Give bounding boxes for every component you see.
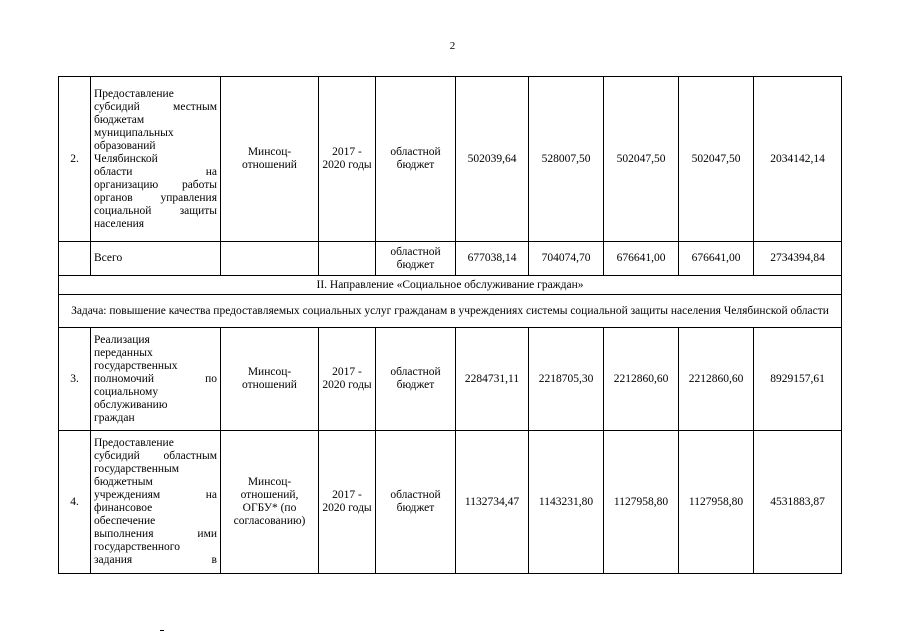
value-cell: 1127958,80 [604,431,679,574]
measure-name: Предоставление субсидий областным государственным бюджетным учреждениям на финансовое обеспечение выполнения ими государственного задания в [91,431,221,574]
value-cell: 1143231,80 [529,431,604,574]
period: 2017 - 2020 годы [319,77,376,242]
program-table [58,76,842,574]
section-row [59,276,842,295]
value-cell: 676641,00 [604,242,679,276]
value-cell: 677038,14 [456,242,529,276]
value-cell: 2212860,60 [679,328,754,431]
table-row-total [59,242,842,276]
row-number: 2. [59,77,91,242]
measure-name: Всего [91,242,221,276]
task-text: Задача: повышение качества предоставляемых социальных услуг гражданам в учреждениях системы социальной защиты населения Челябинской области [59,295,842,328]
period: 2017 - 2020 годы [319,328,376,431]
value-cell: 1132734,47 [456,431,529,574]
funding-source: областной бюджет [376,431,456,574]
value-cell: 4531883,87 [754,431,842,574]
value-cell: 502047,50 [604,77,679,242]
executor: Минсоц-отношений [221,328,319,431]
table-row [59,77,842,242]
funding-source: областной бюджет [376,242,456,276]
value-cell: 2218705,30 [529,328,604,431]
row-number [59,242,91,276]
measure-name: Предоставление субсидий местным бюджетам муниципальных образований Челябинской области на организацию работы органов управления социальной защиты населения [91,77,221,242]
table-row [59,431,842,574]
row-number: 4. [59,431,91,574]
value-cell: 2734394,84 [754,242,842,276]
value-cell: 528007,50 [529,77,604,242]
period [319,242,376,276]
value-cell: 1127958,80 [679,431,754,574]
executor: Минсоц-отношений [221,77,319,242]
measure-name: Реализация переданных государственных полномочий по социальному обслуживанию граждан [91,328,221,431]
value-cell: 2034142,14 [754,77,842,242]
value-cell: 2284731,11 [456,328,529,431]
task-row [59,295,842,328]
value-cell: 8929157,61 [754,328,842,431]
row-number: 3. [59,328,91,431]
value-cell: 502039,64 [456,77,529,242]
value-cell: 502047,50 [679,77,754,242]
funding-source: областной бюджет [376,77,456,242]
funding-source: областной бюджет [376,328,456,431]
scan-artifact [160,630,164,631]
value-cell: 676641,00 [679,242,754,276]
executor: Минсоц-отношений, ОГБУ* (по согласованию) [221,431,319,574]
period: 2017 - 2020 годы [319,431,376,574]
table-row [59,328,842,431]
section-title: II. Направление «Социальное обслуживание граждан» [59,276,842,295]
executor [221,242,319,276]
value-cell: 704074,70 [529,242,604,276]
page-number: 2 [449,40,456,52]
value-cell: 2212860,60 [604,328,679,431]
